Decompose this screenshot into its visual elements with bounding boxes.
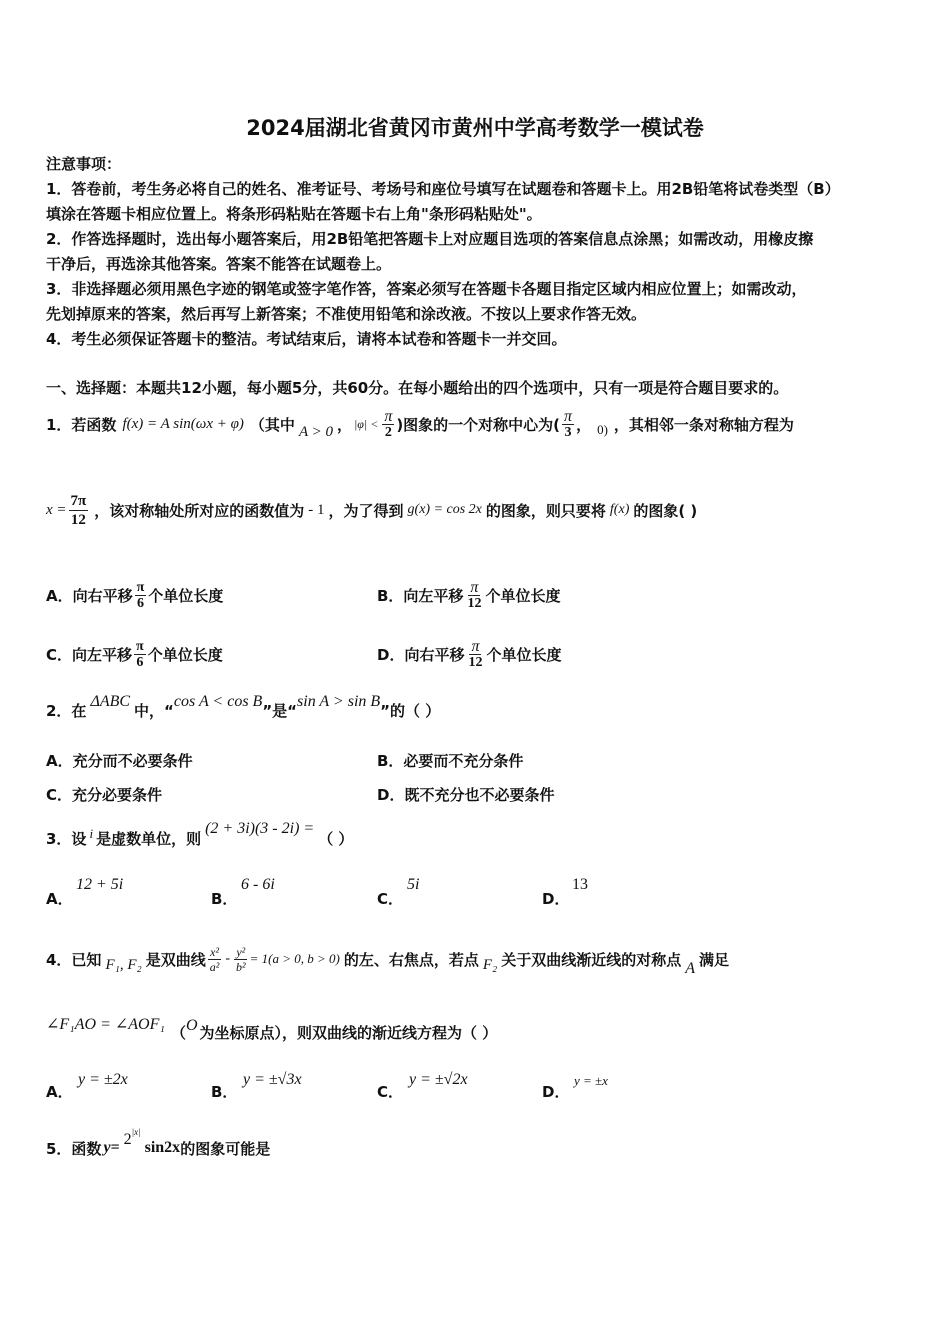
q1-option-b[interactable] <box>377 575 560 615</box>
q5-number: 5．函数 <box>46 1139 102 1158</box>
q4-option-b-label[interactable]: B． <box>211 1083 238 1101</box>
q1-option-b-label: B．向左平移 <box>377 586 464 605</box>
q1-cond-a: A > 0 <box>298 423 333 440</box>
q3-option-c-value: 5i <box>407 876 420 893</box>
q1-option-d[interactable] <box>377 634 561 674</box>
q1-text-9: 的图象，则只要将 <box>485 501 606 520</box>
q4-f2: F₂ <box>482 956 498 973</box>
q1-zero: 0) <box>597 422 608 437</box>
q3-option-c-label[interactable]: C． <box>377 890 404 908</box>
q2-option-a[interactable]: A．充分而不必要条件 <box>46 752 193 770</box>
q1-text-7: ，该对称轴处所对应的函数值为 <box>94 501 305 520</box>
q1-option-c-tail: 个单位长度 <box>147 645 223 664</box>
q3-option-b-value: 6 - 6i <box>241 876 275 893</box>
q1-text-4: )图象的一个对称中心为( <box>396 415 561 434</box>
question-4-stem-2 <box>46 1012 497 1052</box>
q1-fx: f(x) = A sin(ωx + φ) <box>122 415 244 432</box>
q4-text-2: 的左、右焦点，若点 <box>343 950 479 969</box>
q4-option-c-value: y = ±√2x <box>409 1071 468 1088</box>
q4-text-1: 是双曲线 <box>145 950 206 969</box>
q4-option-d-label[interactable]: D． <box>542 1083 570 1101</box>
q2-option-c[interactable]: C．充分必要条件 <box>46 786 163 804</box>
q4-text-3: 关于双曲线渐近线的对称点 <box>501 950 682 969</box>
q4-foci: F₁, F₂ <box>105 956 142 973</box>
q3-option-b-label[interactable]: B． <box>211 890 238 908</box>
q1-option-b-frac: $\frac{\pi}{12}$ <box>467 578 482 611</box>
q1-text-10: 的图象( ) <box>633 501 698 520</box>
q4-minus: - <box>225 951 230 966</box>
q4-option-b-value: y = ±√3x <box>243 1071 302 1088</box>
q1-text-2: （其中 <box>249 415 295 434</box>
notice-line-1: 1．答卷前，考生务必将自己的姓名、准考证号、考场号和座位号填写在试题卷和答题卡上。用2B铅笔将试卷类型（B） <box>46 180 840 198</box>
notice-line-6: 先划掉原来的答案，然后再写上新答案；不准使用铅笔和涂改液。不按以上要求作答无效。 <box>46 305 647 323</box>
q2-text-1: 中，“ <box>134 701 174 720</box>
q4-origin: O <box>185 1017 198 1034</box>
q1-option-a[interactable] <box>46 575 223 615</box>
q1-option-a-label: A．向右平移 <box>46 586 133 605</box>
q4-option-d-value: y = ±x <box>574 1073 608 1088</box>
q2-option-b[interactable]: B．必要而不充分条件 <box>377 752 524 770</box>
question-2-stem <box>46 690 440 730</box>
q1-text-8: ，为了得到 <box>328 501 404 520</box>
q3-number: 3．设 <box>46 829 87 848</box>
q4-text-4: 满足 <box>699 950 730 969</box>
q2-triangle: ΔABC <box>90 693 131 710</box>
question-1-stem <box>46 404 794 444</box>
notice-line-5: 3．非选择题必须用黑色字迹的钢笔或签字笔作答，答案必须写在答题卡各题目指定区域内相应位置上；如需改动， <box>46 280 807 298</box>
page-title: 2024届湖北省黄冈市黄州中学高考数学一模试卷 <box>246 116 704 140</box>
q1-option-a-tail: 个单位长度 <box>148 586 224 605</box>
q1-neg-one: - 1 <box>308 501 325 518</box>
question-3-stem <box>46 818 353 858</box>
notice-line-2: 填涂在答题卡相应位置上。将条形码粘贴在答题卡右上角"条形码粘贴处"。 <box>46 205 542 223</box>
q5-exponent: |x| <box>131 1127 141 1137</box>
q4-option-c-label[interactable]: C． <box>377 1083 404 1101</box>
q5-text-1: 的图象可能是 <box>180 1139 271 1158</box>
q1-option-c-label: C．向左平移 <box>46 645 133 664</box>
q1-option-c-frac: $\frac{\pi}{6}$ <box>136 638 144 670</box>
question-5-stem <box>46 1128 270 1168</box>
q4-point-a: A <box>685 960 696 977</box>
q3-option-d-label[interactable]: D． <box>542 890 570 908</box>
q3-option-a-label[interactable]: A． <box>46 890 73 908</box>
question-4-stem <box>46 936 729 982</box>
q2-number: 2．在 <box>46 701 87 720</box>
q4-frac-x2-a2: $\frac{\text{x²}}{\text{a²}}$ <box>209 944 220 974</box>
q4-frac-y2-b2: $\frac{\text{y²}}{\text{b²}}$ <box>236 944 246 974</box>
q3-option-d-value: 13 <box>572 876 588 893</box>
q2-text-2: ”是“ <box>262 701 298 720</box>
notice-line-7: 4．考生必须保证答题卡的整洁。考试结束后，请将本试卷和答题卡一并交回。 <box>46 330 567 348</box>
q1-option-d-label: D．向右平移 <box>377 645 465 664</box>
q2-cond-2: sin A > sin B <box>297 693 381 710</box>
notice-heading: 注意事项： <box>46 155 122 173</box>
q4-option-a-value: y = ±2x <box>78 1071 128 1088</box>
q3-text-2: （ ） <box>318 829 354 848</box>
q1-x-eq: x = <box>46 501 67 518</box>
q1-option-a-frac: $\frac{\pi}{6}$ <box>136 579 145 611</box>
q1-cond-phi: |φ| < <box>353 416 379 431</box>
notice-line-3: 2．作答选择题时，选出每小题答案后，用2B铅笔把答题卡上对应题目选项的答案信息点涂黑；如需改动，用橡皮擦 <box>46 230 814 248</box>
q3-text-1: 是虚数单位，则 <box>96 829 202 848</box>
q5-sin: sin2x <box>144 1139 181 1156</box>
q1-text-5: ， <box>576 415 592 434</box>
q4-number: 4．已知 <box>46 950 102 969</box>
q4-angle: ∠F₁AO = ∠AOF₁ <box>46 1016 165 1033</box>
q1-option-d-frac: $\frac{\pi}{12}$ <box>468 637 483 670</box>
q4-option-a-label[interactable]: A． <box>46 1083 73 1101</box>
q1-frac-pi-3: $\frac{\pi}{3}$ <box>564 407 573 440</box>
q4-text-5: （ <box>170 1023 186 1042</box>
q1-gx: g(x) = cos 2x <box>407 502 482 517</box>
q1-number: 1．若函数 <box>46 415 117 434</box>
q2-option-d[interactable]: D．既不充分也不必要条件 <box>377 786 555 804</box>
q1-fx-2: f(x) <box>609 502 630 517</box>
q3-i: i <box>89 826 94 841</box>
q1-text-3: ， <box>336 415 352 434</box>
q3-option-a-value: 12 + 5i <box>76 876 124 893</box>
q4-text-6: 为坐标原点），则双曲线的渐近线方程为（ ） <box>199 1023 498 1042</box>
q5-base: 2 <box>123 1131 132 1148</box>
q1-text-6: ，其相邻一条对称轴方程为 <box>613 415 794 434</box>
q2-text-3: ”的（ ） <box>380 701 441 720</box>
q2-cond-1: cos A < cos B <box>173 693 263 710</box>
q1-frac-7pi-12: $\frac{7\pi}{12}$ <box>70 492 87 528</box>
q5-y: y= <box>103 1139 120 1156</box>
q4-rhs: = 1(a > 0, b > 0) <box>249 951 340 966</box>
notice-line-4: 干净后，再选涂其他答案。答案不能答在试题卷上。 <box>46 255 392 273</box>
section-heading: 一、选择题：本题共12小题，每小题5分，共60分。在每小题给出的四个选项中，只有一项是符合题目要求的。 <box>46 379 789 397</box>
q1-option-c[interactable] <box>46 634 223 674</box>
q3-expression: (2 + 3i)(3 - 2i) = <box>205 820 315 837</box>
q1-option-d-tail: 个单位长度 <box>486 645 562 664</box>
q1-frac-pi-2: $\frac{\pi}{2}$ <box>384 407 393 440</box>
q1-option-b-tail: 个单位长度 <box>485 586 561 605</box>
question-1-stem-2 <box>46 488 697 532</box>
